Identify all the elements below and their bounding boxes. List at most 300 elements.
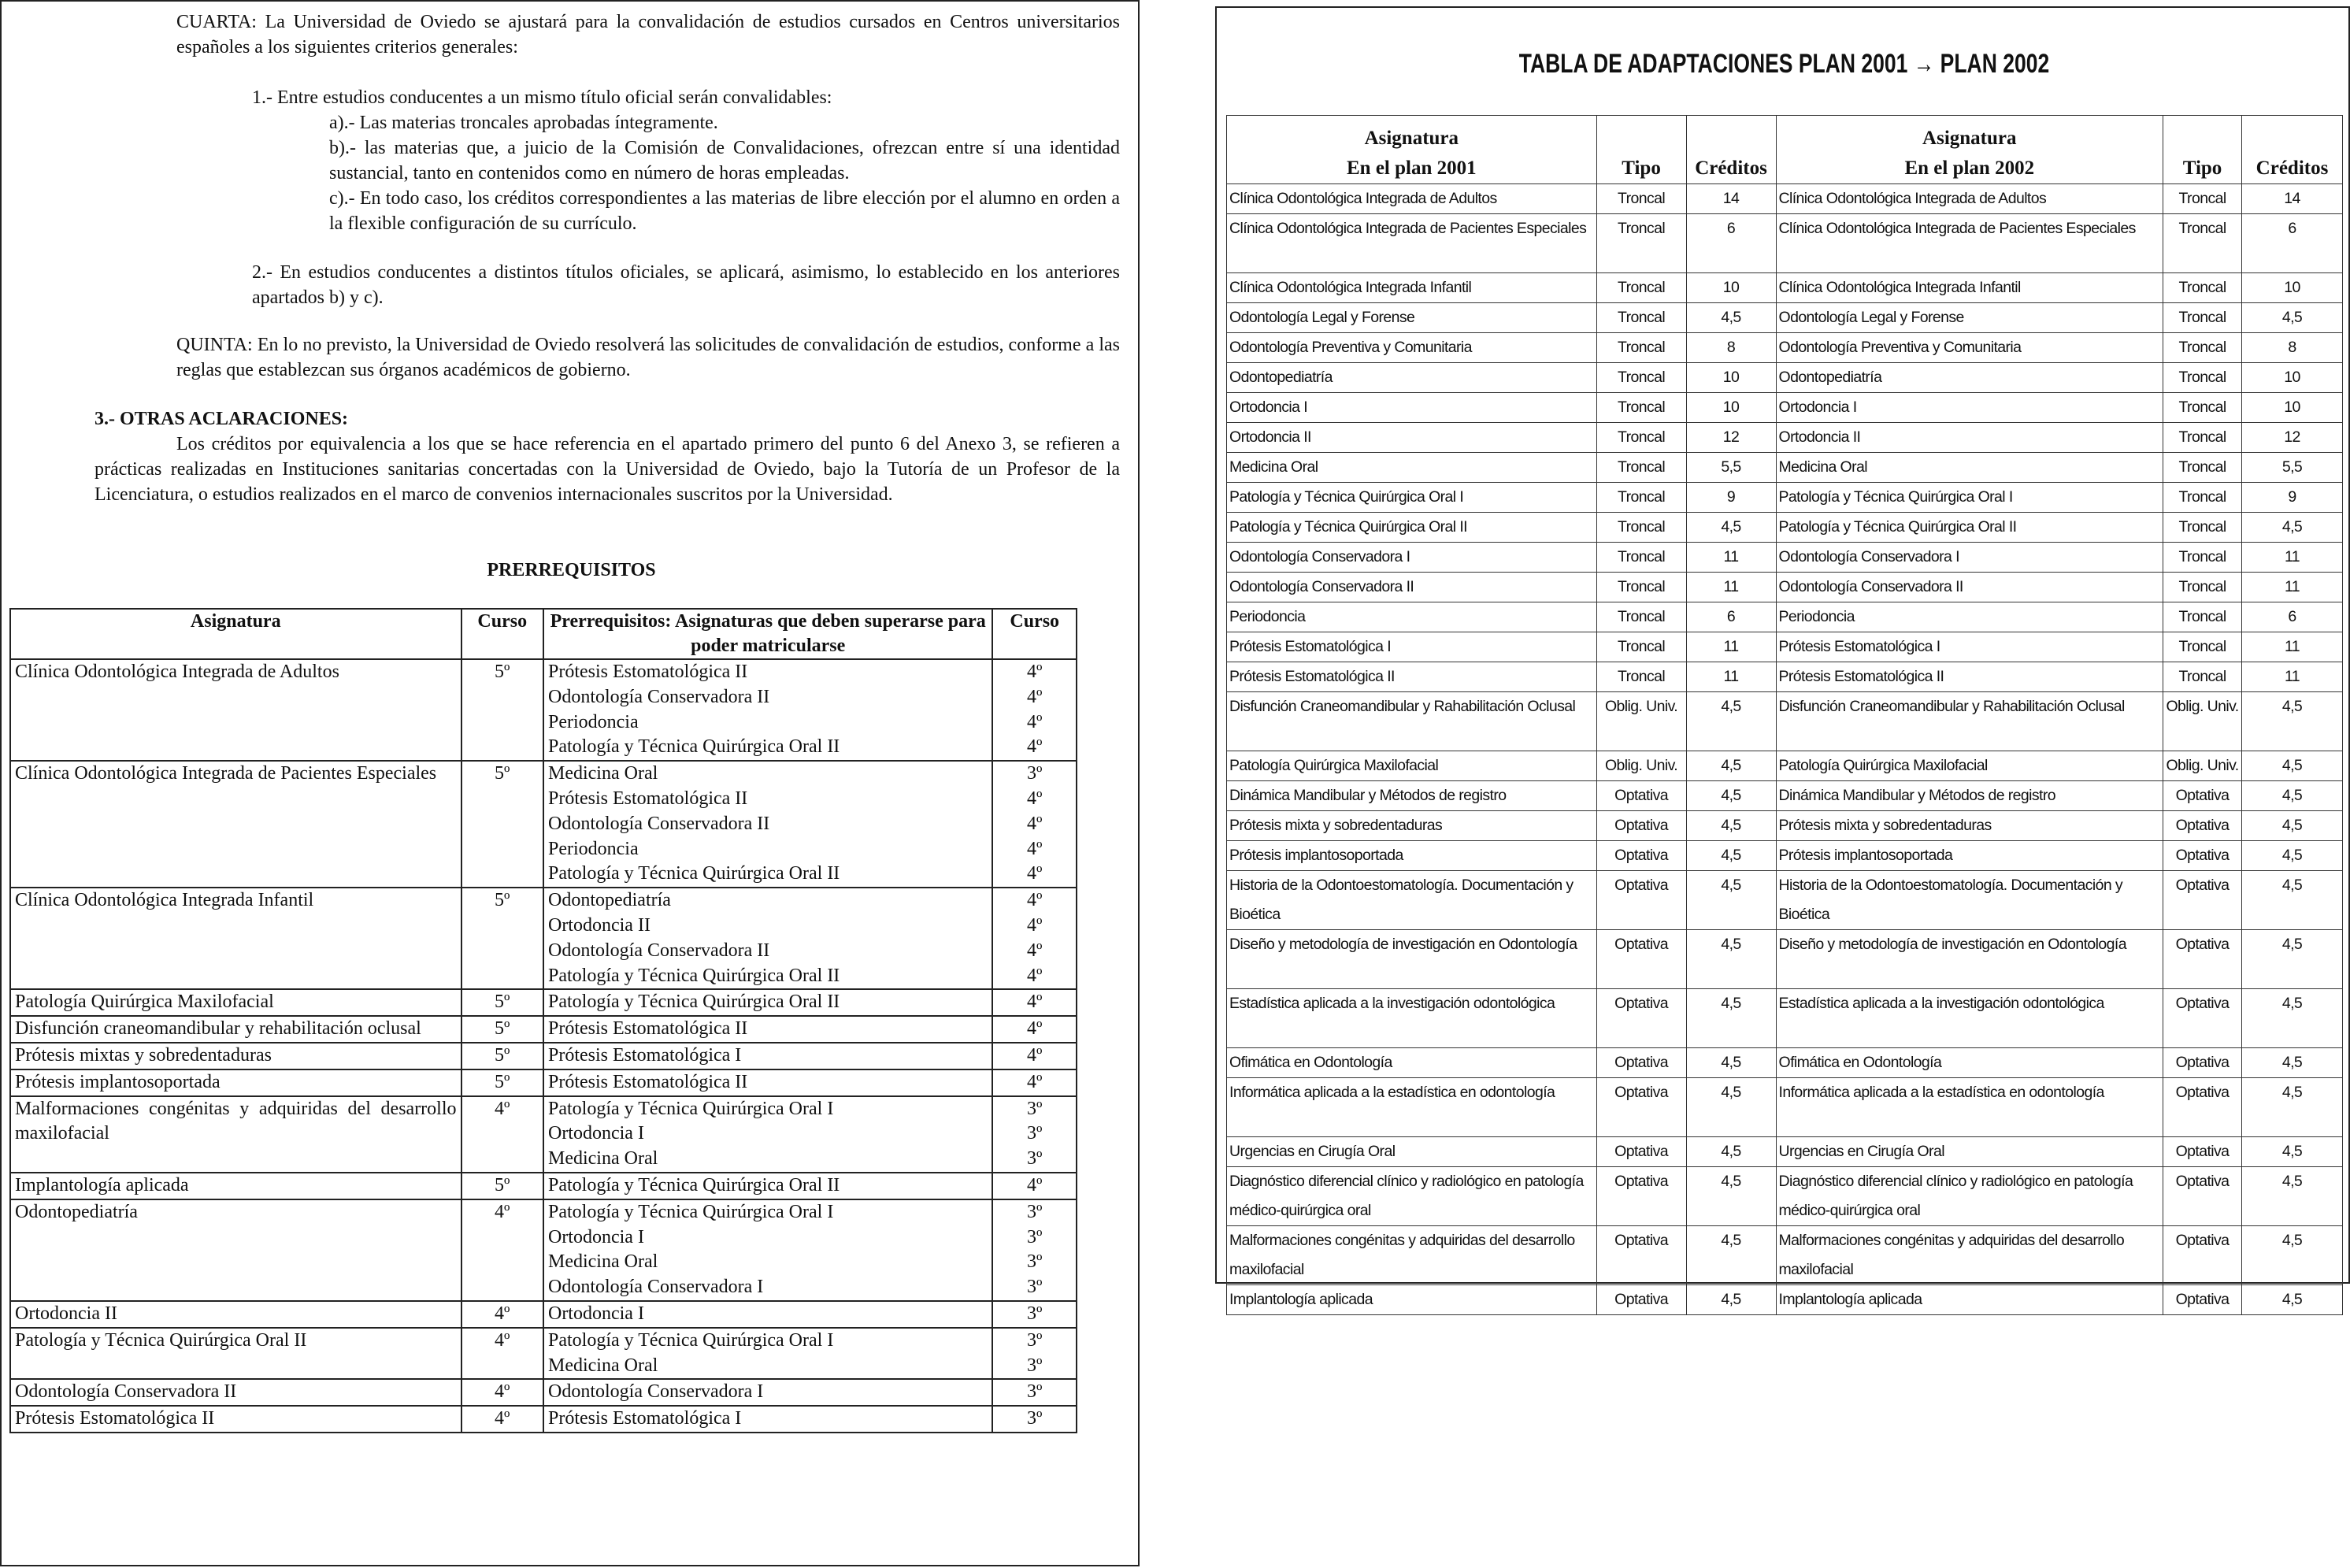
prereq-cursos — [992, 1069, 1077, 1096]
adapt-tipo2001: Troncal — [1596, 483, 1686, 513]
prereq-item: Patología y Técnica Quirúrgica Oral I — [547, 1098, 834, 1119]
adapt-asig2001: Ortodoncia I — [1227, 393, 1597, 423]
prereq-row — [10, 1016, 1077, 1043]
prereq-row — [10, 761, 1077, 888]
adapt-cred2001: 4,5 — [1686, 1167, 1776, 1226]
adaptations-title: TABLA DE ADAPTACIONES PLAN 2001 → PLAN 2002 — [1518, 49, 2050, 79]
otras-paragraph: Los créditos por equivalencia a los que se hace referencia en el apartado primero del punto 6 del Anexo 3, se refieren a prácticas realizadas en Instituciones sanitarias concertadas con la Universidad de Oviedo, bajo la Tutoría de un Profesor de la Licenciatura, o estudios realizados en el marco de convenios internacionales suscritos por la Universidad. — [95, 434, 1120, 505]
adapt-row — [1227, 1226, 2343, 1285]
adapt-asig2002: Odontopediatría — [1776, 363, 2163, 393]
prereq-item-curso: 4º — [1026, 813, 1043, 834]
adapt-asig2001: Disfunción Craneomandibular y Rahabilitación Oclusal — [1227, 692, 1597, 751]
prereq-subject: Ortodoncia II — [10, 1301, 461, 1328]
adapt-cred2001: 12 — [1686, 423, 1776, 453]
adapt-tipo2001: Troncal — [1596, 363, 1686, 393]
adapt-cred2001: 8 — [1686, 333, 1776, 363]
prereq-item-curso: 4º — [1026, 788, 1043, 809]
adapt-asig2001: Odontología Preventiva y Comunitaria — [1227, 333, 1597, 363]
adapt-asig2002: Ortodoncia II — [1776, 423, 2163, 453]
adapt-cred2001: 4,5 — [1686, 1078, 1776, 1137]
adapt-cred2001: 4,5 — [1686, 930, 1776, 989]
adapt-asig2002: Historia de la Odontoestomatología. Documentación y Bioética — [1776, 871, 2163, 930]
prereq-cursos — [992, 1096, 1077, 1173]
adapt-asig2002: Diseño y metodología de investigación en Odontología — [1776, 930, 2163, 989]
prereq-row — [10, 1043, 1077, 1069]
prereq-curso: 4º — [461, 1301, 543, 1328]
adapt-asig2001: Patología y Técnica Quirúrgica Oral II — [1227, 513, 1597, 543]
prereq-item-curso: 4º — [1026, 736, 1043, 758]
prereq-subject: Clínica Odontológica Integrada de Pacientes Especiales — [10, 761, 461, 888]
adapt-asig2002: Periodoncia — [1776, 602, 2163, 632]
adapt-cred2002: 4,5 — [2242, 1078, 2343, 1137]
adapt-cred2002: 9 — [2242, 483, 2343, 513]
prereq-list — [543, 1173, 992, 1199]
adapt-cred2002: 4,5 — [2242, 1167, 2343, 1226]
adapt-tipo2001: Optativa — [1596, 1285, 1686, 1315]
prereq-row — [10, 1199, 1077, 1301]
adapt-cred2001: 4,5 — [1686, 1285, 1776, 1315]
adapt-tipo2001: Optativa — [1596, 1137, 1686, 1167]
adapt-asig2002: Prótesis mixta y sobredentaduras — [1776, 811, 2163, 841]
prereq-list — [543, 1096, 992, 1173]
adapt-tipo2002: Troncal — [2163, 423, 2242, 453]
adapt-cred2001: 11 — [1686, 662, 1776, 692]
prereq-item-curso: 4º — [1026, 890, 1043, 911]
adapt-asig2001: Urgencias en Cirugía Oral — [1227, 1137, 1597, 1167]
cuarta-paragraph: CUARTA: La Universidad de Oviedo se ajustará para la convalidación de estudios cursados en Centros universitarios españoles a los siguientes criterios generales: — [176, 12, 1120, 57]
prereq-header-subject: Asignatura — [10, 609, 461, 659]
adapt-row — [1227, 573, 2343, 602]
prereq-item: Prótesis Estomatológica I — [547, 1044, 742, 1066]
prereq-cursos — [992, 989, 1077, 1016]
adapt-tipo2001: Optativa — [1596, 1048, 1686, 1078]
adapt-row — [1227, 453, 2343, 483]
adapt-asig2002: Malformaciones congénitas y adquiridas del desarrollo maxilofacial — [1776, 1226, 2163, 1285]
adapt-asig2002: Prótesis Estomatológica II — [1776, 662, 2163, 692]
prereq-list — [543, 1301, 992, 1328]
prereq-curso: 5º — [461, 1069, 543, 1096]
adapt-cred2001: 11 — [1686, 632, 1776, 662]
prereq-curso: 5º — [461, 1016, 543, 1043]
adapt-tipo2002: Optativa — [2163, 1285, 2242, 1315]
item-2: 2.- En estudios conducentes a distintos títulos oficiales, se aplicará, asimismo, lo establecido en los anteriores apartados b) y c). — [252, 262, 1120, 308]
adapt-asig2002: Clínica Odontológica Integrada de Adultos — [1776, 184, 2163, 214]
prereq-list — [543, 1016, 992, 1043]
adapt-tipo2001: Troncal — [1596, 393, 1686, 423]
adapt-tipo2001: Troncal — [1596, 453, 1686, 483]
adapt-row — [1227, 1285, 2343, 1315]
adapt-row — [1227, 393, 2343, 423]
prereq-item: Medicina Oral — [547, 1251, 658, 1273]
prereq-item: Ortodoncia I — [547, 1226, 644, 1247]
prereq-item: Prótesis Estomatológica II — [547, 1071, 748, 1092]
prereq-header-prereqs: Prerrequisitos: Asignaturas que deben superarse para poder matricularse — [543, 609, 992, 659]
adapt-header-tipo2001: Tipo — [1596, 116, 1686, 184]
prereq-row — [10, 1301, 1077, 1328]
adapt-asig2001: Dinámica Mandibular y Métodos de registro — [1227, 781, 1597, 811]
adapt-tipo2001: Optativa — [1596, 871, 1686, 930]
adapt-row — [1227, 1078, 2343, 1137]
prereq-curso: 4º — [461, 1096, 543, 1173]
adapt-cred2001: 4,5 — [1686, 1137, 1776, 1167]
adapt-tipo2001: Oblig. Univ. — [1596, 751, 1686, 781]
prereq-curso: 5º — [461, 888, 543, 989]
prereq-item-curso: 3º — [1026, 1123, 1043, 1144]
prereq-item-curso: 3º — [1026, 1148, 1043, 1170]
adapt-cred2002: 4,5 — [2242, 751, 2343, 781]
adapt-asig2002: Prótesis implantosoportada — [1776, 841, 2163, 871]
adapt-tipo2002: Optativa — [2163, 1078, 2242, 1137]
prereq-list — [543, 1406, 992, 1433]
prereq-cursos — [992, 1301, 1077, 1328]
adapt-body — [1227, 184, 2343, 1315]
adapt-tipo2002: Troncal — [2163, 483, 2242, 513]
adapt-asig2002: Ortodoncia I — [1776, 393, 2163, 423]
prereq-item-curso: 4º — [1026, 711, 1043, 732]
adapt-tipo2001: Troncal — [1596, 543, 1686, 573]
adapt-cred2001: 4,5 — [1686, 751, 1776, 781]
prereq-cursos — [992, 1379, 1077, 1406]
adapt-asig2002: Odontología Conservadora II — [1776, 573, 2163, 602]
adapt-asig2001: Malformaciones congénitas y adquiridas del desarrollo maxilofacial — [1227, 1226, 1597, 1285]
prereq-item-curso: 3º — [1026, 1098, 1043, 1119]
prereq-item-curso: 4º — [1026, 1071, 1043, 1092]
adapt-cred2002: 11 — [2242, 632, 2343, 662]
adapt-tipo2002: Optativa — [2163, 781, 2242, 811]
adapt-cred2002: 11 — [2242, 662, 2343, 692]
adapt-cred2001: 4,5 — [1686, 989, 1776, 1048]
prereq-subject: Patología y Técnica Quirúrgica Oral II — [10, 1328, 461, 1380]
adapt-cred2001: 6 — [1686, 602, 1776, 632]
prereq-item-curso: 4º — [1026, 686, 1043, 707]
adapt-asig2002: Patología y Técnica Quirúrgica Oral I — [1776, 483, 2163, 513]
adapt-tipo2001: Optativa — [1596, 989, 1686, 1048]
prereq-body — [10, 659, 1077, 1433]
adapt-tipo2002: Optativa — [2163, 1048, 2242, 1078]
adapt-asig2001: Informática aplicada a la estadística en odontología — [1227, 1078, 1597, 1137]
prereq-row — [10, 1406, 1077, 1433]
adapt-asig2001: Ofimática en Odontología — [1227, 1048, 1597, 1078]
adapt-tipo2002: Optativa — [2163, 1167, 2242, 1226]
adapt-row — [1227, 303, 2343, 333]
prereq-item-curso: 4º — [1026, 965, 1043, 986]
adapt-cred2002: 14 — [2242, 184, 2343, 214]
prereq-item-curso: 3º — [1026, 1201, 1043, 1222]
adapt-cred2001: 4,5 — [1686, 692, 1776, 751]
adapt-row — [1227, 543, 2343, 573]
adapt-header-asig2001: Asignatura En el plan 2001 — [1227, 116, 1597, 184]
prereq-cursos — [992, 761, 1077, 888]
adapt-asig2002: Clínica Odontológica Integrada Infantil — [1776, 273, 2163, 303]
adapt-row — [1227, 513, 2343, 543]
adapt-tipo2001: Optativa — [1596, 1167, 1686, 1226]
adapt-cred2001: 4,5 — [1686, 781, 1776, 811]
prereq-subject: Implantología aplicada — [10, 1173, 461, 1199]
adapt-tipo2001: Troncal — [1596, 602, 1686, 632]
prereq-item-curso: 3º — [1026, 1355, 1043, 1376]
prereq-curso: 5º — [461, 761, 543, 888]
adapt-asig2001: Periodoncia — [1227, 602, 1597, 632]
prereq-list — [543, 761, 992, 888]
adapt-asig2002: Estadística aplicada a la investigación odontológica — [1776, 989, 2163, 1048]
adapt-asig2002: Medicina Oral — [1776, 453, 2163, 483]
adapt-tipo2001: Troncal — [1596, 513, 1686, 543]
prereq-item-curso: 4º — [1026, 1018, 1043, 1040]
adapt-row — [1227, 1048, 2343, 1078]
prereq-item: Patología y Técnica Quirúrgica Oral II — [547, 736, 840, 758]
prereq-item: Patología y Técnica Quirúrgica Oral II — [547, 992, 840, 1013]
adapt-row — [1227, 214, 2343, 273]
adapt-asig2001: Implantología aplicada — [1227, 1285, 1597, 1315]
adapt-asig2001: Odontología Conservadora I — [1227, 543, 1597, 573]
item-1b: b).- las materias que, a juicio de la Comisión de Convalidaciones, ofrezcan entre sí una identidad sustancial, tanto en contenidos como en número de horas empleadas. — [329, 138, 1120, 183]
adapt-asig2001: Odontología Conservadora II — [1227, 573, 1597, 602]
adapt-asig2001: Prótesis mixta y sobredentaduras — [1227, 811, 1597, 841]
adapt-tipo2002: Troncal — [2163, 363, 2242, 393]
adapt-asig2001: Clínica Odontológica Integrada de Adultos — [1227, 184, 1597, 214]
prereq-subject: Odontología Conservadora II — [10, 1379, 461, 1406]
prereq-row — [10, 888, 1077, 989]
adapt-tipo2002: Troncal — [2163, 273, 2242, 303]
adapt-cred2002: 4,5 — [2242, 1048, 2343, 1078]
adapt-tipo2001: Optativa — [1596, 811, 1686, 841]
adapt-cred2002: 10 — [2242, 273, 2343, 303]
adapt-cred2001: 9 — [1686, 483, 1776, 513]
prereq-subject: Odontopediatría — [10, 1199, 461, 1301]
prereq-item: Patología y Técnica Quirúrgica Oral I — [547, 1201, 834, 1222]
adapt-tipo2001: Troncal — [1596, 273, 1686, 303]
prereq-curso: 4º — [461, 1406, 543, 1433]
prereq-list — [543, 1199, 992, 1301]
adapt-asig2001: Diseño y metodología de investigación en Odontología — [1227, 930, 1597, 989]
adapt-tipo2002: Troncal — [2163, 632, 2242, 662]
adapt-tipo2002: Troncal — [2163, 214, 2242, 273]
prereq-item: Periodoncia — [547, 838, 639, 859]
adapt-cred2002: 4,5 — [2242, 811, 2343, 841]
prereq-item-curso: 4º — [1026, 914, 1043, 936]
adapt-asig2002: Odontología Preventiva y Comunitaria — [1776, 333, 2163, 363]
adapt-asig2002: Ofimática en Odontología — [1776, 1048, 2163, 1078]
adapt-tipo2002: Optativa — [2163, 1137, 2242, 1167]
adapt-tipo2002: Troncal — [2163, 393, 2242, 423]
adapt-row — [1227, 1137, 2343, 1167]
adapt-tipo2002: Troncal — [2163, 333, 2242, 363]
prereq-list — [543, 1379, 992, 1406]
prereq-item: Medicina Oral — [547, 1148, 658, 1170]
adapt-cred2002: 4,5 — [2242, 841, 2343, 871]
adapt-asig2002: Informática aplicada a la estadística en odontología — [1776, 1078, 2163, 1137]
adapt-asig2002: Diagnóstico diferencial clínico y radiológico en patología médico-quirúrgica oral — [1776, 1167, 2163, 1226]
prereq-item: Odontopediatría — [547, 890, 671, 911]
prereq-cursos — [992, 1406, 1077, 1433]
item-1a: a).- Las materias troncales aprobadas íntegramente. — [329, 113, 718, 133]
adapt-asig2001: Clínica Odontológica Integrada de Pacientes Especiales — [1227, 214, 1597, 273]
item-1: 1.- Entre estudios conducentes a un mismo título oficial serán convalidables: — [252, 87, 832, 108]
prereq-item-curso: 4º — [1026, 838, 1043, 859]
prereq-header-row — [10, 609, 1077, 659]
prereq-subject: Prótesis implantosoportada — [10, 1069, 461, 1096]
adapt-cred2002: 11 — [2242, 543, 2343, 573]
prereq-subject: Prótesis mixtas y sobredentaduras — [10, 1043, 461, 1069]
adapt-tipo2002: Troncal — [2163, 543, 2242, 573]
adapt-cred2002: 4,5 — [2242, 1226, 2343, 1285]
adapt-asig2001: Prótesis Estomatológica I — [1227, 632, 1597, 662]
adapt-cred2002: 4,5 — [2242, 781, 2343, 811]
adapt-cred2001: 6 — [1686, 214, 1776, 273]
prereq-item: Patología y Técnica Quirúrgica Oral II — [547, 965, 840, 986]
adapt-asig2002: Odontología Legal y Forense — [1776, 303, 2163, 333]
adapt-tipo2001: Optativa — [1596, 1226, 1686, 1285]
prereq-curso: 4º — [461, 1379, 543, 1406]
adapt-row — [1227, 333, 2343, 363]
adapt-cred2002: 10 — [2242, 363, 2343, 393]
adapt-asig2001: Ortodoncia II — [1227, 423, 1597, 453]
adapt-tipo2002: Optativa — [2163, 930, 2242, 989]
prereq-item: Odontología Conservadora II — [547, 813, 770, 834]
prereq-item: Prótesis Estomatológica II — [547, 788, 748, 809]
adapt-cred2002: 4,5 — [2242, 871, 2343, 930]
adapt-asig2002: Patología y Técnica Quirúrgica Oral II — [1776, 513, 2163, 543]
adapt-cred2002: 12 — [2242, 423, 2343, 453]
adapt-cred2002: 6 — [2242, 214, 2343, 273]
adapt-tipo2001: Troncal — [1596, 573, 1686, 602]
prereq-subject: Patología Quirúrgica Maxilofacial — [10, 989, 461, 1016]
prereq-title: PRERREQUISITOS — [487, 560, 656, 580]
prereq-item-curso: 3º — [1026, 1408, 1043, 1429]
adapt-cred2001: 11 — [1686, 573, 1776, 602]
prereq-cursos — [992, 888, 1077, 989]
adapt-asig2002: Disfunción Craneomandibular y Rahabilitación Oclusal — [1776, 692, 2163, 751]
adapt-header-tipo2002: Tipo — [2163, 116, 2242, 184]
adapt-asig2002: Clínica Odontológica Integrada de Pacientes Especiales — [1776, 214, 2163, 273]
prereq-item-curso: 3º — [1026, 763, 1043, 784]
prereq-list — [543, 659, 992, 761]
adapt-row — [1227, 662, 2343, 692]
adapt-cred2001: 10 — [1686, 363, 1776, 393]
prereq-row — [10, 1069, 1077, 1096]
adapt-row — [1227, 184, 2343, 214]
adapt-asig2001: Medicina Oral — [1227, 453, 1597, 483]
prereq-subject: Malformaciones congénitas y adquiridas del desarrollo maxilofacial — [10, 1096, 461, 1173]
adapt-row — [1227, 363, 2343, 393]
adapt-row — [1227, 871, 2343, 930]
prereq-item-curso: 4º — [1026, 1174, 1043, 1195]
adapt-cred2002: 4,5 — [2242, 989, 2343, 1048]
prereq-item: Ortodoncia II — [547, 914, 651, 936]
adapt-cred2002: 4,5 — [2242, 513, 2343, 543]
prereq-item-curso: 3º — [1026, 1226, 1043, 1247]
prereq-row — [10, 1096, 1077, 1173]
prereq-item-curso: 3º — [1026, 1251, 1043, 1273]
adapt-tipo2001: Troncal — [1596, 184, 1686, 214]
adapt-asig2001: Diagnóstico diferencial clínico y radiológico en patología médico-quirúrgica oral — [1227, 1167, 1597, 1226]
prereq-item: Odontología Conservadora II — [547, 940, 770, 961]
adapt-header-cred2002: Créditos — [2242, 116, 2343, 184]
prereq-item: Periodoncia — [547, 711, 639, 732]
adapt-tipo2001: Optativa — [1596, 1078, 1686, 1137]
adapt-tipo2002: Troncal — [2163, 602, 2242, 632]
adapt-cred2001: 4,5 — [1686, 811, 1776, 841]
otras-heading: 3.- OTRAS ACLARACIONES: — [95, 409, 349, 429]
prereq-item-curso: 4º — [1026, 662, 1043, 682]
adapt-row — [1227, 692, 2343, 751]
adapt-cred2001: 14 — [1686, 184, 1776, 214]
prereq-cursos — [992, 1328, 1077, 1380]
adapt-tipo2002: Oblig. Univ. — [2163, 692, 2242, 751]
prereq-list — [543, 1069, 992, 1096]
adapt-cred2002: 11 — [2242, 573, 2343, 602]
prereq-item: Patología y Técnica Quirúrgica Oral II — [547, 1174, 840, 1195]
adapt-row — [1227, 781, 2343, 811]
prereq-item-curso: 3º — [1026, 1277, 1043, 1298]
adapt-cred2001: 10 — [1686, 393, 1776, 423]
adapt-cred2001: 4,5 — [1686, 1226, 1776, 1285]
prereq-subject: Clínica Odontológica Integrada de Adultos — [10, 659, 461, 761]
adapt-tipo2002: Optativa — [2163, 871, 2242, 930]
prereq-cursos — [992, 1016, 1077, 1043]
adapt-tipo2002: Oblig. Univ. — [2163, 751, 2242, 781]
adapt-cred2002: 4,5 — [2242, 692, 2343, 751]
adapt-tipo2002: Troncal — [2163, 662, 2242, 692]
adapt-asig2001: Clínica Odontológica Integrada Infantil — [1227, 273, 1597, 303]
adapt-row — [1227, 751, 2343, 781]
adapt-cred2002: 4,5 — [2242, 1137, 2343, 1167]
adapt-cred2001: 4,5 — [1686, 513, 1776, 543]
adapt-cred2002: 4,5 — [2242, 930, 2343, 989]
adapt-tipo2002: Optativa — [2163, 811, 2242, 841]
prereq-item: Patología y Técnica Quirúrgica Oral II — [547, 863, 840, 884]
adapt-row — [1227, 602, 2343, 632]
prereq-row — [10, 659, 1077, 761]
prereq-cursos — [992, 1173, 1077, 1199]
adapt-row — [1227, 1167, 2343, 1226]
adapt-tipo2001: Troncal — [1596, 423, 1686, 453]
adapt-cred2002: 8 — [2242, 333, 2343, 363]
prereq-item: Odontología Conservadora II — [547, 686, 770, 707]
prereq-item-curso: 3º — [1026, 1303, 1043, 1324]
adapt-tipo2002: Optativa — [2163, 1226, 2242, 1285]
adapt-tipo2001: Troncal — [1596, 662, 1686, 692]
adapt-tipo2002: Troncal — [2163, 513, 2242, 543]
adapt-cred2002: 10 — [2242, 393, 2343, 423]
prereq-item: Odontología Conservadora I — [547, 1277, 764, 1298]
prereq-item: Ortodoncia I — [547, 1303, 644, 1324]
adapt-header-cred2001: Créditos — [1686, 116, 1776, 184]
adapt-tipo2001: Troncal — [1596, 214, 1686, 273]
prereq-header-curso2: Curso — [992, 609, 1077, 659]
adapt-tipo2001: Optativa — [1596, 841, 1686, 871]
adapt-asig2001: Historia de la Odontoestomatología. Documentación y Bioética — [1227, 871, 1597, 930]
adapt-tipo2001: Troncal — [1596, 303, 1686, 333]
adapt-header-row — [1227, 116, 2343, 184]
prereq-item: Prótesis Estomatológica I — [547, 1408, 742, 1429]
prereq-list — [543, 1043, 992, 1069]
adapt-asig2002: Urgencias en Cirugía Oral — [1776, 1137, 2163, 1167]
prereq-item: Medicina Oral — [547, 1355, 658, 1376]
left-page — [0, 0, 1140, 1566]
adapt-row — [1227, 930, 2343, 989]
adapt-cred2001: 5,5 — [1686, 453, 1776, 483]
adapt-asig2002: Patología Quirúrgica Maxilofacial — [1776, 751, 2163, 781]
prereq-item: Odontología Conservadora I — [547, 1381, 764, 1403]
adapt-asig2002: Odontología Conservadora I — [1776, 543, 2163, 573]
adapt-tipo2002: Troncal — [2163, 573, 2242, 602]
adapt-asig2001: Prótesis Estomatológica II — [1227, 662, 1597, 692]
adapt-cred2001: 4,5 — [1686, 303, 1776, 333]
prereq-subject: Disfunción craneomandibular y rehabilitación oclusal — [10, 1016, 461, 1043]
adapt-header-asig2002: Asignatura En el plan 2002 — [1776, 116, 2163, 184]
prereq-row — [10, 1379, 1077, 1406]
